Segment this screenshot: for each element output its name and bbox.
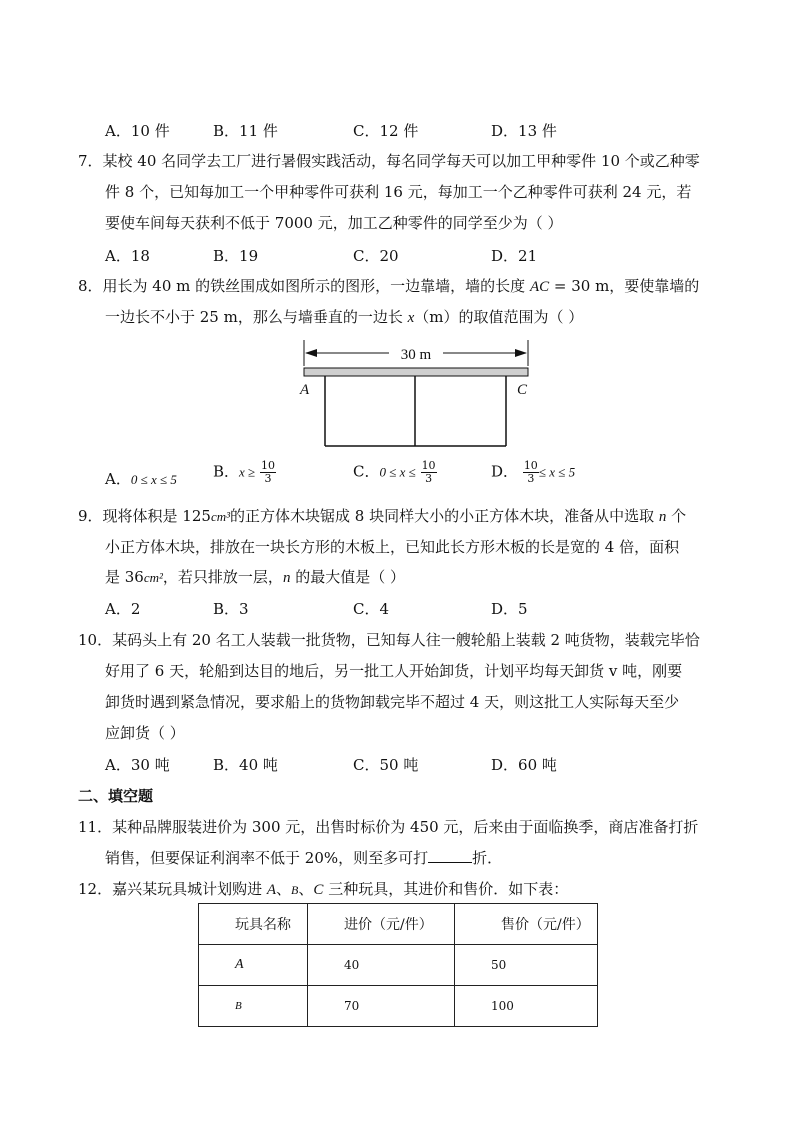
table-header-cell: 进价（元/件）: [308, 904, 455, 945]
q10-option-d: D．60 吨: [491, 756, 557, 774]
q9-line-1: [78, 506, 686, 527]
q10-line-4: 应卸货（ ）: [105, 724, 185, 742]
q9-option-d: D．5: [491, 600, 528, 618]
q8-option-a-math: 0 ≤ x ≤ 5: [130, 472, 177, 487]
q7-option-a: A．18: [105, 247, 150, 265]
table-cell-name: B: [199, 986, 308, 1027]
q9-line-2: 小正方体木块，排放在一块长方形的木板上，已知此长方形木板的长是宽的 4 倍，面积: [105, 538, 680, 556]
q7-line-2: 件 8 个，已知每加工一个甲种零件可获利 16 元，每加工一个乙种零件可获利 24 元，若: [105, 183, 692, 201]
q8-option-d-label: D．: [491, 462, 519, 481]
q8-option-d-fraction: $\frac{10}{3}$: [523, 459, 538, 485]
section-title-fill-in: 二、填空题: [78, 787, 154, 805]
q8-line-2-text-a: 一边长不小于 25 m，那么与墙垂直的一边长: [105, 308, 408, 326]
table-header-cell: 售价（元/件）: [455, 904, 598, 945]
q12-var-b: B: [291, 883, 299, 897]
table-row: [199, 945, 598, 986]
q8-line-1: [78, 276, 699, 297]
q7-line-3: 要使车间每天获利不低于 7000 元，加工乙种零件的同学至少为（ ）: [105, 214, 563, 232]
q12-sep-2: 、: [298, 880, 314, 898]
q6-option-a: A．10 件: [105, 122, 170, 140]
q12-var-c: C: [313, 882, 324, 898]
q12-var-a: A: [266, 882, 277, 898]
q11-answer-blank[interactable]: [428, 848, 472, 863]
q8-option-c: [353, 460, 437, 485]
q8-option-d: [491, 460, 575, 485]
q6-option-b: B．11 件: [213, 122, 278, 140]
q9-line-1-text-b: 的正方体木块锯成 8 块同样大小的小正方体木块，准备从中选取: [230, 507, 659, 525]
q8-line-2: [105, 307, 583, 328]
q10-option-a: A．30 吨: [105, 756, 170, 774]
q8-figure: [296, 338, 536, 450]
q8-line-1-text-b: = 30 m，要使靠墙的: [549, 277, 700, 295]
q10-line-1: 10．某码头上有 20 名工人装载一批货物，已知每人往一艘轮船上装载 2 吨货物，装载完毕恰: [78, 631, 700, 649]
q8-line-1-text-a: 8．用长为 40 m 的铁丝围成如图所示的图形，一边靠墙，墙的长度: [78, 277, 530, 295]
q10-line-2: 好用了 6 天，轮船到达目的地后，另一批工人开始卸货，计划平均每天卸货 v 吨，刚要: [105, 662, 683, 680]
q10-option-b: B．40 吨: [213, 756, 278, 774]
q8-option-b: [213, 460, 276, 485]
q9-line-3-text-c: 的最大值是（ ）: [290, 568, 405, 586]
q9-n-symbol-2: n: [282, 570, 291, 586]
q12-text-a: 12．嘉兴某玩具城计划购进: [78, 880, 267, 898]
q6-option-c: C．12 件: [353, 122, 419, 140]
q9-option-a: A．2: [105, 600, 141, 618]
q9-option-c: C．4: [353, 600, 390, 618]
q9-option-b: B．3: [213, 600, 249, 618]
q7-line-1: 7．某校 40 名同学去工厂进行暑假实践活动，每名同学每天可以加工甲种零件 10 个或乙种零: [78, 152, 700, 170]
table-header-row: [199, 904, 598, 945]
q9-line-3-text-a: 是 36: [105, 568, 144, 586]
q9-line-3: [105, 567, 405, 588]
q7-option-c: C．20: [353, 247, 399, 265]
q7-option-b: B．19: [213, 247, 259, 265]
q10-option-c: C．50 吨: [353, 756, 419, 774]
q8-option-c-math: 0 ≤ x ≤: [379, 464, 416, 480]
q6-option-d: D．13 件: [491, 122, 557, 140]
q12-line: [78, 879, 568, 900]
toy-price-table: [198, 903, 598, 1027]
dim-label: 30 m: [400, 347, 432, 363]
q8-x-symbol: x: [407, 310, 415, 326]
q8-option-a-label: A．: [105, 470, 131, 488]
wall: [304, 368, 528, 376]
q11-line-2: [105, 848, 502, 868]
q8-line-2-text-b: （m）的取值范围为（ ）: [414, 308, 584, 326]
q8-option-c-fraction: $\frac{10}{3}$: [421, 459, 436, 485]
table-header-cell: 玩具名称: [199, 904, 308, 945]
table-cell-price: 100: [455, 986, 598, 1027]
q11-line-2-text-b: 折．: [472, 849, 503, 867]
q9-line-1-text-a: 9．现将体积是 125: [78, 507, 211, 525]
q11-line-2-text-a: 销售，但要保证利润率不低于 20%，则至多可打: [105, 849, 429, 867]
q8-ac-symbol: AC: [529, 279, 550, 295]
q8-option-b-fraction: $\frac{10}{3}$: [260, 459, 275, 485]
q9-unit-cm3: cm³: [210, 509, 231, 524]
q12-sep-1: 、: [276, 880, 292, 898]
point-a-label: A: [300, 382, 310, 398]
q8-option-d-math: ≤ x ≤ 5: [538, 464, 576, 480]
q7-option-d: D．21: [491, 247, 538, 265]
q8-option-b-label: B．: [213, 462, 240, 481]
q8-option-b-math: x ≥: [239, 464, 256, 480]
dim-arrow-left: [305, 349, 317, 357]
q9-unit-cm2: cm²: [143, 570, 163, 585]
q9-line-3-text-b: ，若只排放一层，: [162, 568, 283, 586]
q8-option-a: [105, 468, 177, 489]
table-cell-price: 50: [455, 945, 598, 986]
q11-line-1: 11．某种品牌服装进价为 300 元，出售时标价为 450 元，后来由于面临换季，商店准备打折: [78, 818, 699, 836]
table-row: [199, 986, 598, 1027]
q9-line-1-text-c: 个: [666, 507, 687, 525]
q12-text-b: 三种玩具，其进价和售价．如下表：: [323, 880, 569, 898]
q10-line-3: 卸货时遇到紧急情况，要求船上的货物卸载完毕不超过 4 天，则这批工人实际每天至少: [105, 693, 680, 711]
table-cell-name: A: [199, 945, 308, 986]
point-c-label: C: [517, 382, 528, 398]
dim-arrow-right: [515, 349, 527, 357]
table-cell-cost: 40: [308, 945, 455, 986]
table-cell-cost: 70: [308, 986, 455, 1027]
q8-option-c-label: C．: [353, 462, 380, 481]
q9-n-symbol: n: [658, 509, 667, 525]
